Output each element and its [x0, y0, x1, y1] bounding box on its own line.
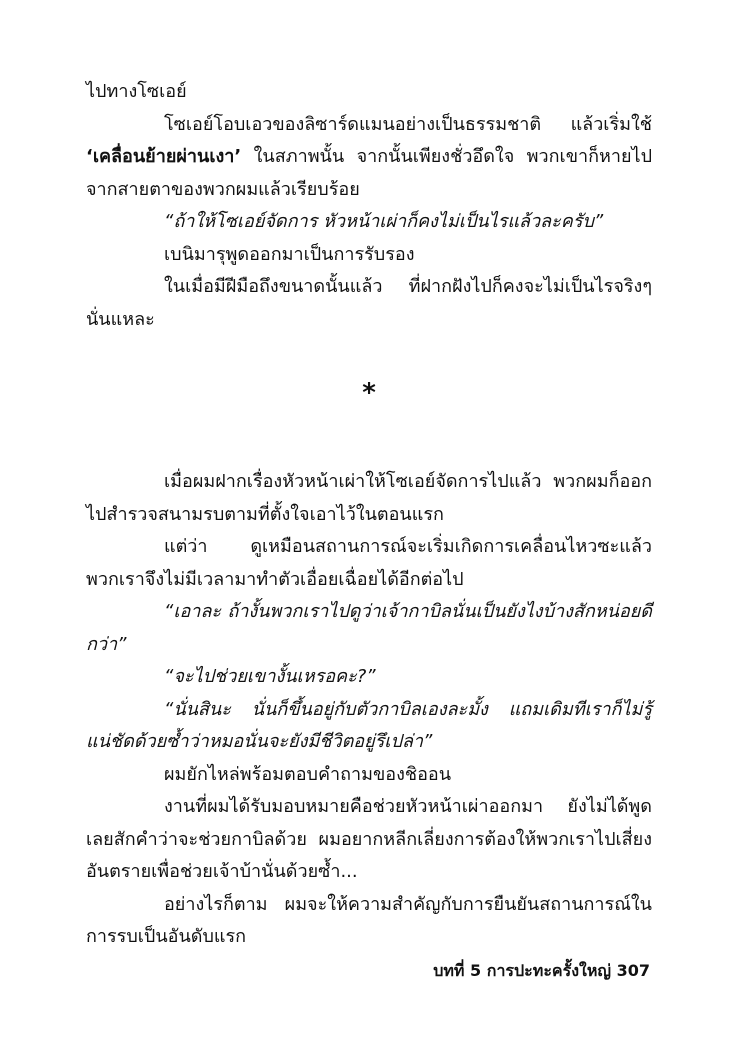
paragraph-4: เบนิมารุพูดออกมาเป็นการรับรอง [164, 243, 415, 265]
paragraph-1: ไปทางโซเอย์ [86, 81, 187, 102]
dialogue-benimaru: “ถ้าให้โซเอย์จัดการ หัวหน้าเผ่าก็คงไม่เป็นไรแล้วละครับ” [164, 211, 604, 232]
paragraph-7: แต่ว่า ดูเหมือนสถานการณ์จะเริ่มเกิดการเคลื่อนไหวซะแล้ว พวกเราจึงไม่มีเวลามาทำตัวเอื่อยเฉื่อยได้อีกต่อไป [86, 536, 652, 590]
dialogue-rimuru-2: “นั่นสินะ นั่นก็ขึ้นอยู่กับตัวกาบิลเองละมั้ง แถมเดิมทีเราก็ไม่รู้แน่ชัดด้วยซ้ำว่าหมอนั่นจะยังมีชีวิตอยู่รึเปล่า” [86, 698, 652, 752]
scene-break [86, 336, 652, 466]
paragraph-11: ผมยักไหล่พร้อมตอบคำถามของชิออน [164, 763, 452, 785]
chapter-title: การปะทะครั้งใหญ่ [486, 961, 612, 980]
dialogue-rimuru-1: “เอาละ ถ้างั้นพวกเราไปดูว่าเจ้ากาบิลนั่นเป็นยังไงบ้างสักหน่อยดีกว่า” [86, 601, 652, 655]
paragraph-2-text: โซเอย์โอบเอวของลิซาร์ดแมนอย่างเป็นธรรมชาติ แล้วเริ่มใช้ [164, 113, 652, 135]
page-footer [433, 958, 650, 984]
shadow-move-term: ‘เคลื่อนย้ายผ่านเงา’ [86, 146, 242, 167]
paragraph-12: งานที่ผมได้รับมอบหมายคือช่วยหัวหน้าเผ่าออกมา ยังไม่ได้พูดเลยสักคำว่าจะช่วยกาบิลด้วย ผมอยากหลีกเลี่ยงการต้องให้พวกเราไปเสี่ยงอันตรายเพื่อช่วยเจ้าบ้านั่นด้วยซ้ำ... [86, 796, 652, 882]
scene-break-asterisk: * [362, 378, 376, 408]
page-number: 307 [616, 961, 650, 980]
chapter-label: บทที่ 5 [433, 961, 482, 980]
paragraph-6: เมื่อผมฝากเรื่องหัวหน้าเผ่าให้โซเอย์จัดการไปแล้ว พวกผมก็ออกไปสำรวจสนามรบตามที่ตั้งใจเอาไว้ในตอนแรก [86, 471, 652, 525]
dialogue-shion: “จะไปช่วยเขางั้นเหรอคะ?” [164, 666, 376, 687]
paragraph-2-continuation: ในสภาพนั้น จากนั้นเพียงชั่วอึดใจ พวกเขาก็หายไปจากสายตาของพวกผมแล้วเรียบร้อย [86, 146, 652, 200]
paragraph-5: ในเมื่อมีฝีมือถึงขนาดนั้นแล้ว ที่ฝากฝังไปก็คงจะไม่เป็นไรจริงๆ นั่นแหละ [86, 276, 652, 330]
page-body [86, 76, 652, 954]
paragraph-2 [86, 109, 652, 207]
paragraph-13: อย่างไรก็ตาม ผมจะให้ความสำคัญกับการยืนยันสถานการณ์ในการรบเป็นอันดับแรก [86, 893, 652, 947]
